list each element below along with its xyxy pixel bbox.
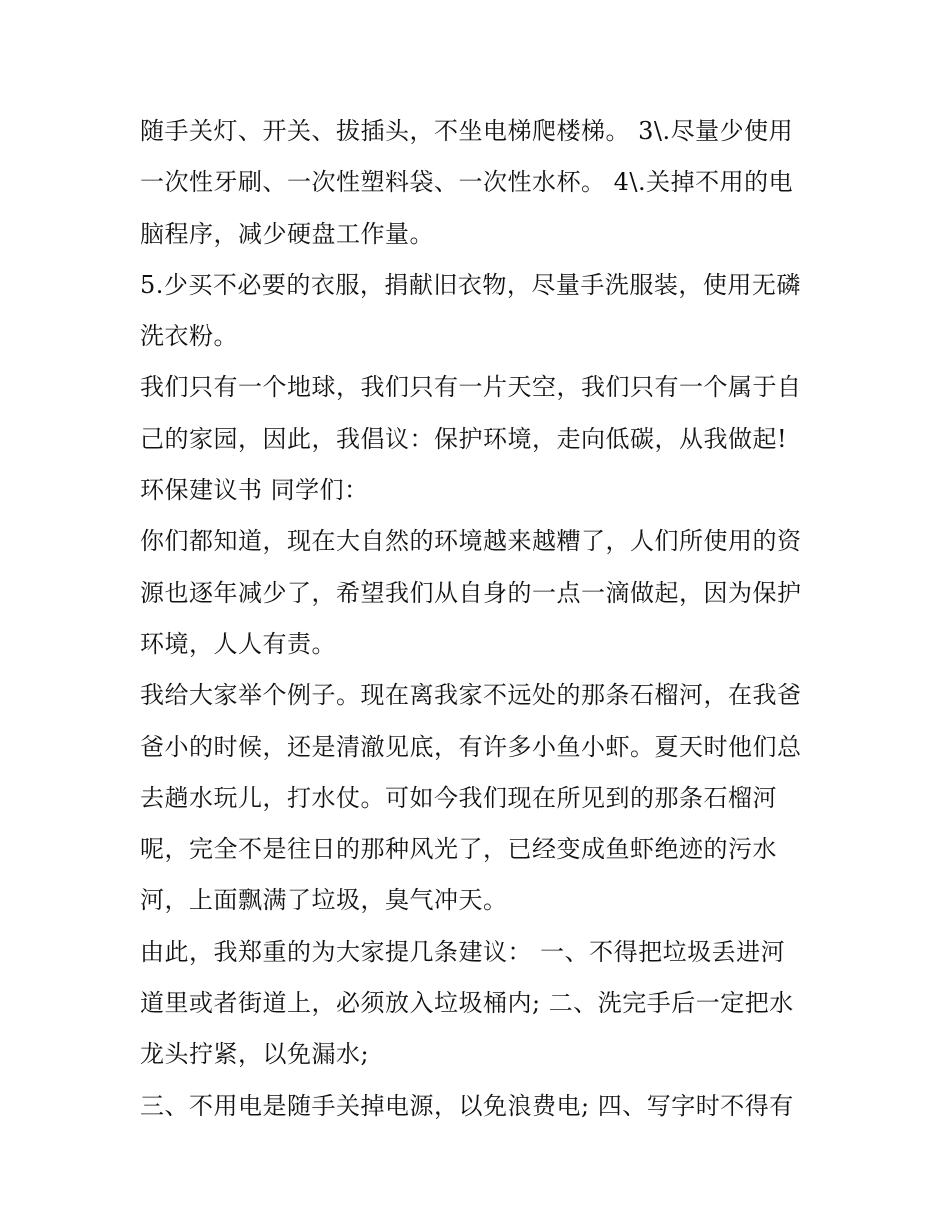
text-line: 由此，我郑重的为大家提几条建议： 一、不得把垃圾丢进河 <box>140 937 786 966</box>
text-line: 洗衣粉。 <box>140 322 238 351</box>
text-line: 去趟水玩儿，打水仗。可如今我们现在所见到的那条石榴河 <box>140 783 777 812</box>
text-line: 环境，人人有责。 <box>140 629 336 658</box>
text-line: 你们都知道，现在大自然的环境越来越糟了，人们所使用的资 <box>140 527 802 556</box>
text-line: 呢，完全不是往日的那种风光了，已经变成鱼虾绝迹的污水 <box>140 835 777 864</box>
document-body <box>140 106 820 1132</box>
text-line: 己的家园，因此，我倡议：保护环境，走向低碳，从我做起! <box>140 424 788 453</box>
text-line: 5.少买不必要的衣服，捐献旧衣物，尽量手洗服装，使用无磷 <box>140 270 801 299</box>
text-line: 一次性牙刷、一次性塑料袋、一次性水杯。 4\.关掉不用的电 <box>140 168 794 197</box>
text-line: 河，上面飘满了垃圾，臭气冲天。 <box>140 886 508 915</box>
heading-line: 环保建议书 同学们： <box>140 476 369 505</box>
text-line: 三、不用电是随手关掉电源，以免浪费电; 四、写字时不得有 <box>140 1091 794 1120</box>
text-line: 龙头拧紧，以免漏水; <box>140 1040 370 1069</box>
text-line: 我给大家举个例子。现在离我家不远处的那条石榴河，在我爸 <box>140 681 802 710</box>
text-line: 源也逐年减少了，希望我们从自身的一点一滴做起，因为保护 <box>140 578 802 607</box>
text-line: 道里或者街道上，必须放入垃圾桶内; 二、洗完手后一定把水 <box>140 989 794 1018</box>
text-line: 爸小的时候，还是清澈见底，有许多小鱼小虾。夏天时他们总 <box>140 732 802 761</box>
text-line: 我们只有一个地球，我们只有一片天空，我们只有一个属于自 <box>140 373 802 402</box>
text-line: 脑程序，减少硬盘工作量。 <box>140 219 434 248</box>
text-line: 随手关灯、开关、拔插头，不坐电梯爬楼梯。 3\.尽量少使用 <box>140 117 794 145</box>
